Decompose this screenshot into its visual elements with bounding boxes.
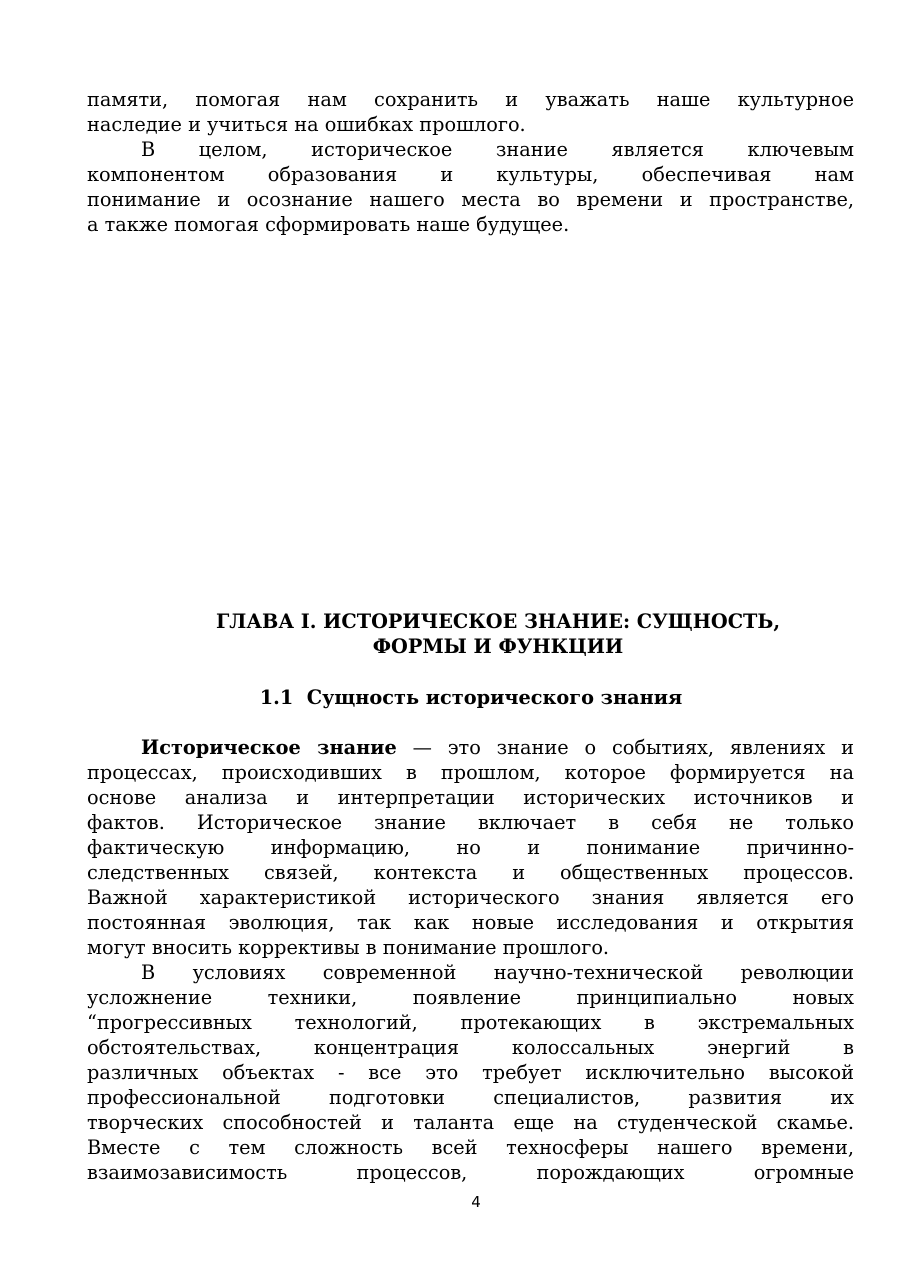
text-line: памяти, помогая нам сохранить и уважать наше культурное [87,88,854,111]
section-number: 1.1 [259,686,294,709]
text-line: понимание и осознание нашего места во времени и пространстве, [87,188,854,211]
text-line: фактов. Историческое знание включает в себя не только [87,811,854,834]
text-line: фактическую информацию, но и понимание причинно- [87,836,854,859]
body-text-block [87,735,854,1185]
text-line: взаимозависимость процессов, порождающих огромные [87,1161,854,1184]
chapter-title-line-2: ФОРМЫ И ФУНКЦИИ [372,635,624,658]
text-line: компонентом образования и культуры, обеспечивая нам [87,163,854,186]
text-line: обстоятельствах, концентрация колоссальных энергий в [87,1036,854,1059]
chapter-title-line-1: ГЛАВА I. ИСТОРИЧЕСКОЕ ЗНАНИЕ: СУЩНОСТЬ, [215,610,781,633]
text-line: профессиональной подготовки специалистов, развития их [87,1086,854,1109]
text-line: могут вносить коррективы в понимание прошлого. [87,936,610,959]
page-number: 4 [471,1193,481,1211]
text-line: постоянная эволюция, так как новые исследования и открытия [87,911,854,934]
definition-text: — это знание о событиях, явлениях и [396,736,855,759]
text-line: творческих способностей и таланта еще на студенческой скамье. [87,1111,854,1134]
text-line [87,735,854,760]
text-line: процессах, происходивших в прошлом, которое формируется на [87,761,854,784]
text-line: следственных связей, контекста и общественных процессов. [87,861,854,884]
text-line: Вместе с тем сложность всей техносферы нашего времени, [87,1136,854,1159]
chapter-heading [186,609,810,659]
text-line: В условиях современной научно-технической революции [141,961,854,984]
text-line: “прогрессивных технологий, протекающих в экстремальных [87,1011,854,1034]
defined-term: Историческое знание [141,736,397,759]
section-title: Сущность исторического знания [306,686,683,709]
text-line: Важной характеристикой исторического знания является его [87,886,854,909]
text-line: наследие и учиться на ошибках прошлого. [87,113,526,136]
text-line: В целом, историческое знание является ключевым [141,138,854,161]
intro-text-block [87,87,854,237]
text-line: усложнение техники, появление принципиально новых [87,986,854,1009]
text-line: основе анализа и интерпретации исторических источников и [87,786,854,809]
section-heading [236,685,706,710]
text-line: различных объектах - все это требует исключительно высокой [87,1061,854,1084]
text-line: а также помогая сформировать наше будущее. [87,213,570,236]
